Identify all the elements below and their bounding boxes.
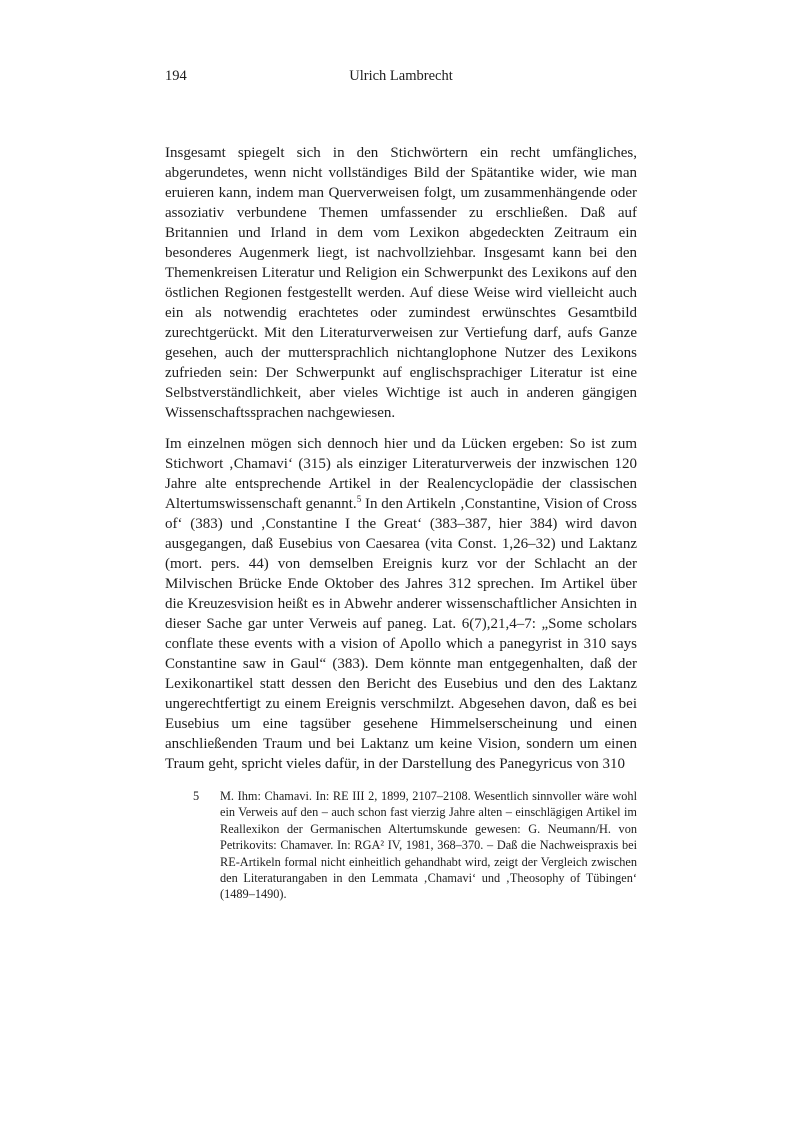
running-header-author: Ulrich Lambrecht: [349, 68, 453, 84]
footnote-row: [165, 788, 637, 903]
running-header: [165, 67, 637, 85]
paragraph-2-text-after-ref: In den Artikeln ‚Constantine, Vision of Cross of‘ (383) und ‚Constantine I the Great‘ (383–387, hier 384) wird davon ausgegangen, daß Eusebius von Caesarea (vita Const. 1,26–32) und Laktanz (mort. pers. 44) von demselben Ereignis kurz vor der Schlacht an der Milvischen Brücke Ende Oktober des Jahres 312 sprechen. Im Artikel über die Kreuzesvision heißt es in Abwehr anderer wissenschaftlicher Ansichten in dieser Sache gar unter Verweis auf paneg. Lat. 6(7),21,4–7: „Some scholars conflate these events with a vision of Apollo which a panegyrist in 310 says Constantine saw in Gaul“ (383). Dem könnte man entgegenhalten, daß der Lexikonartikel statt dessen den Bericht des Eusebius und den des Laktanz ungerechtfertigt zu einem Ereignis verschmilzt. Abgesehen davon, daß es bei Eusebius um eine tagsüber gesehene Himmelserscheinung und einen anschließenden Traum und bei Laktanz um keine Vision, sondern um einen Traum geht, spricht vieles dafür, in der Darstellung des Panegyricus von 310: [165, 496, 638, 772]
paragraph-1: Insgesamt spiegelt sich in den Stichwörtern ein recht umfängliches, abgerundetes, wenn nicht vollständiges Bild der Spätantike wider, wie man eruieren kann, indem man Querverweisen folgt, um zusammenhängende oder assoziativ verbundene Themen umfassender zu erschließen. Daß auf Britannien und Irland in dem vom Lexikon abgedeckten Zeitraum ein besonderes Augenmerk liegt, ist nachvollziehbar. Insgesamt kann bei den Themenkreisen Literatur und Religion ein Schwerpunkt des Lexikons auf den östlichen Regionen festgestellt werden. Auf diese Weise wird vielleicht auch ein als notwendig erachtetes oder zumindest erwünschtes Gesamtbild zurechtgerückt. Mit den Literaturverweisen zur Vertiefung darf, aufs Ganze gesehen, auch der muttersprachlich nichtanglophone Nutzer des Lexikons zufrieden sein: Der Schwerpunkt auf englischsprachiger Literatur ist eine Selbstverständlichkeit, aber vieles Wichtige ist auch in anderen gängigen Wissenschaftssprachen nachgewiesen.: [165, 145, 637, 421]
body-text: [165, 143, 637, 774]
paragraph-2: [165, 434, 637, 774]
footnote-number: 5: [193, 789, 200, 803]
footnote-section: [165, 788, 637, 903]
page-number: 194: [165, 68, 187, 84]
footnote-reference-marker: 5: [356, 494, 362, 504]
paragraph-2-text-before-ref: Im einzelnen mögen sich dennoch hier und da Lücken ergeben: So ist zum Stichwort ‚Chamavi‘ (315) als einziger Literaturverweis der inzwischen 120 Jahre alte entsprechende Artikel in der Realencyclopädie der classischen Altertumswissenschaft genannt.: [165, 436, 637, 512]
footnote-text: M. Ihm: Chamavi. In: RE III 2, 1899, 2107–2108. Wesentlich sinnvoller wäre wohl ein Verweis auf den – auch schon fast vierzig Jahre alten – einschlägigen Artikel im Reallexikon der Germanischen Altertumskunde gewesen: G. Neumann/H. von Petrikovits: Chamaver. In: RGA² IV, 1981, 368–370. – Daß die Nachweispraxis bei RE-Artikeln formal nicht einheitlich gehandhabt wird, zeigt der Vergleich zwischen den Literaturangaben in den Lemmata ‚Chamavi‘ und ‚Theosophy of Tübingen‘ (1489–1490).: [220, 789, 637, 902]
